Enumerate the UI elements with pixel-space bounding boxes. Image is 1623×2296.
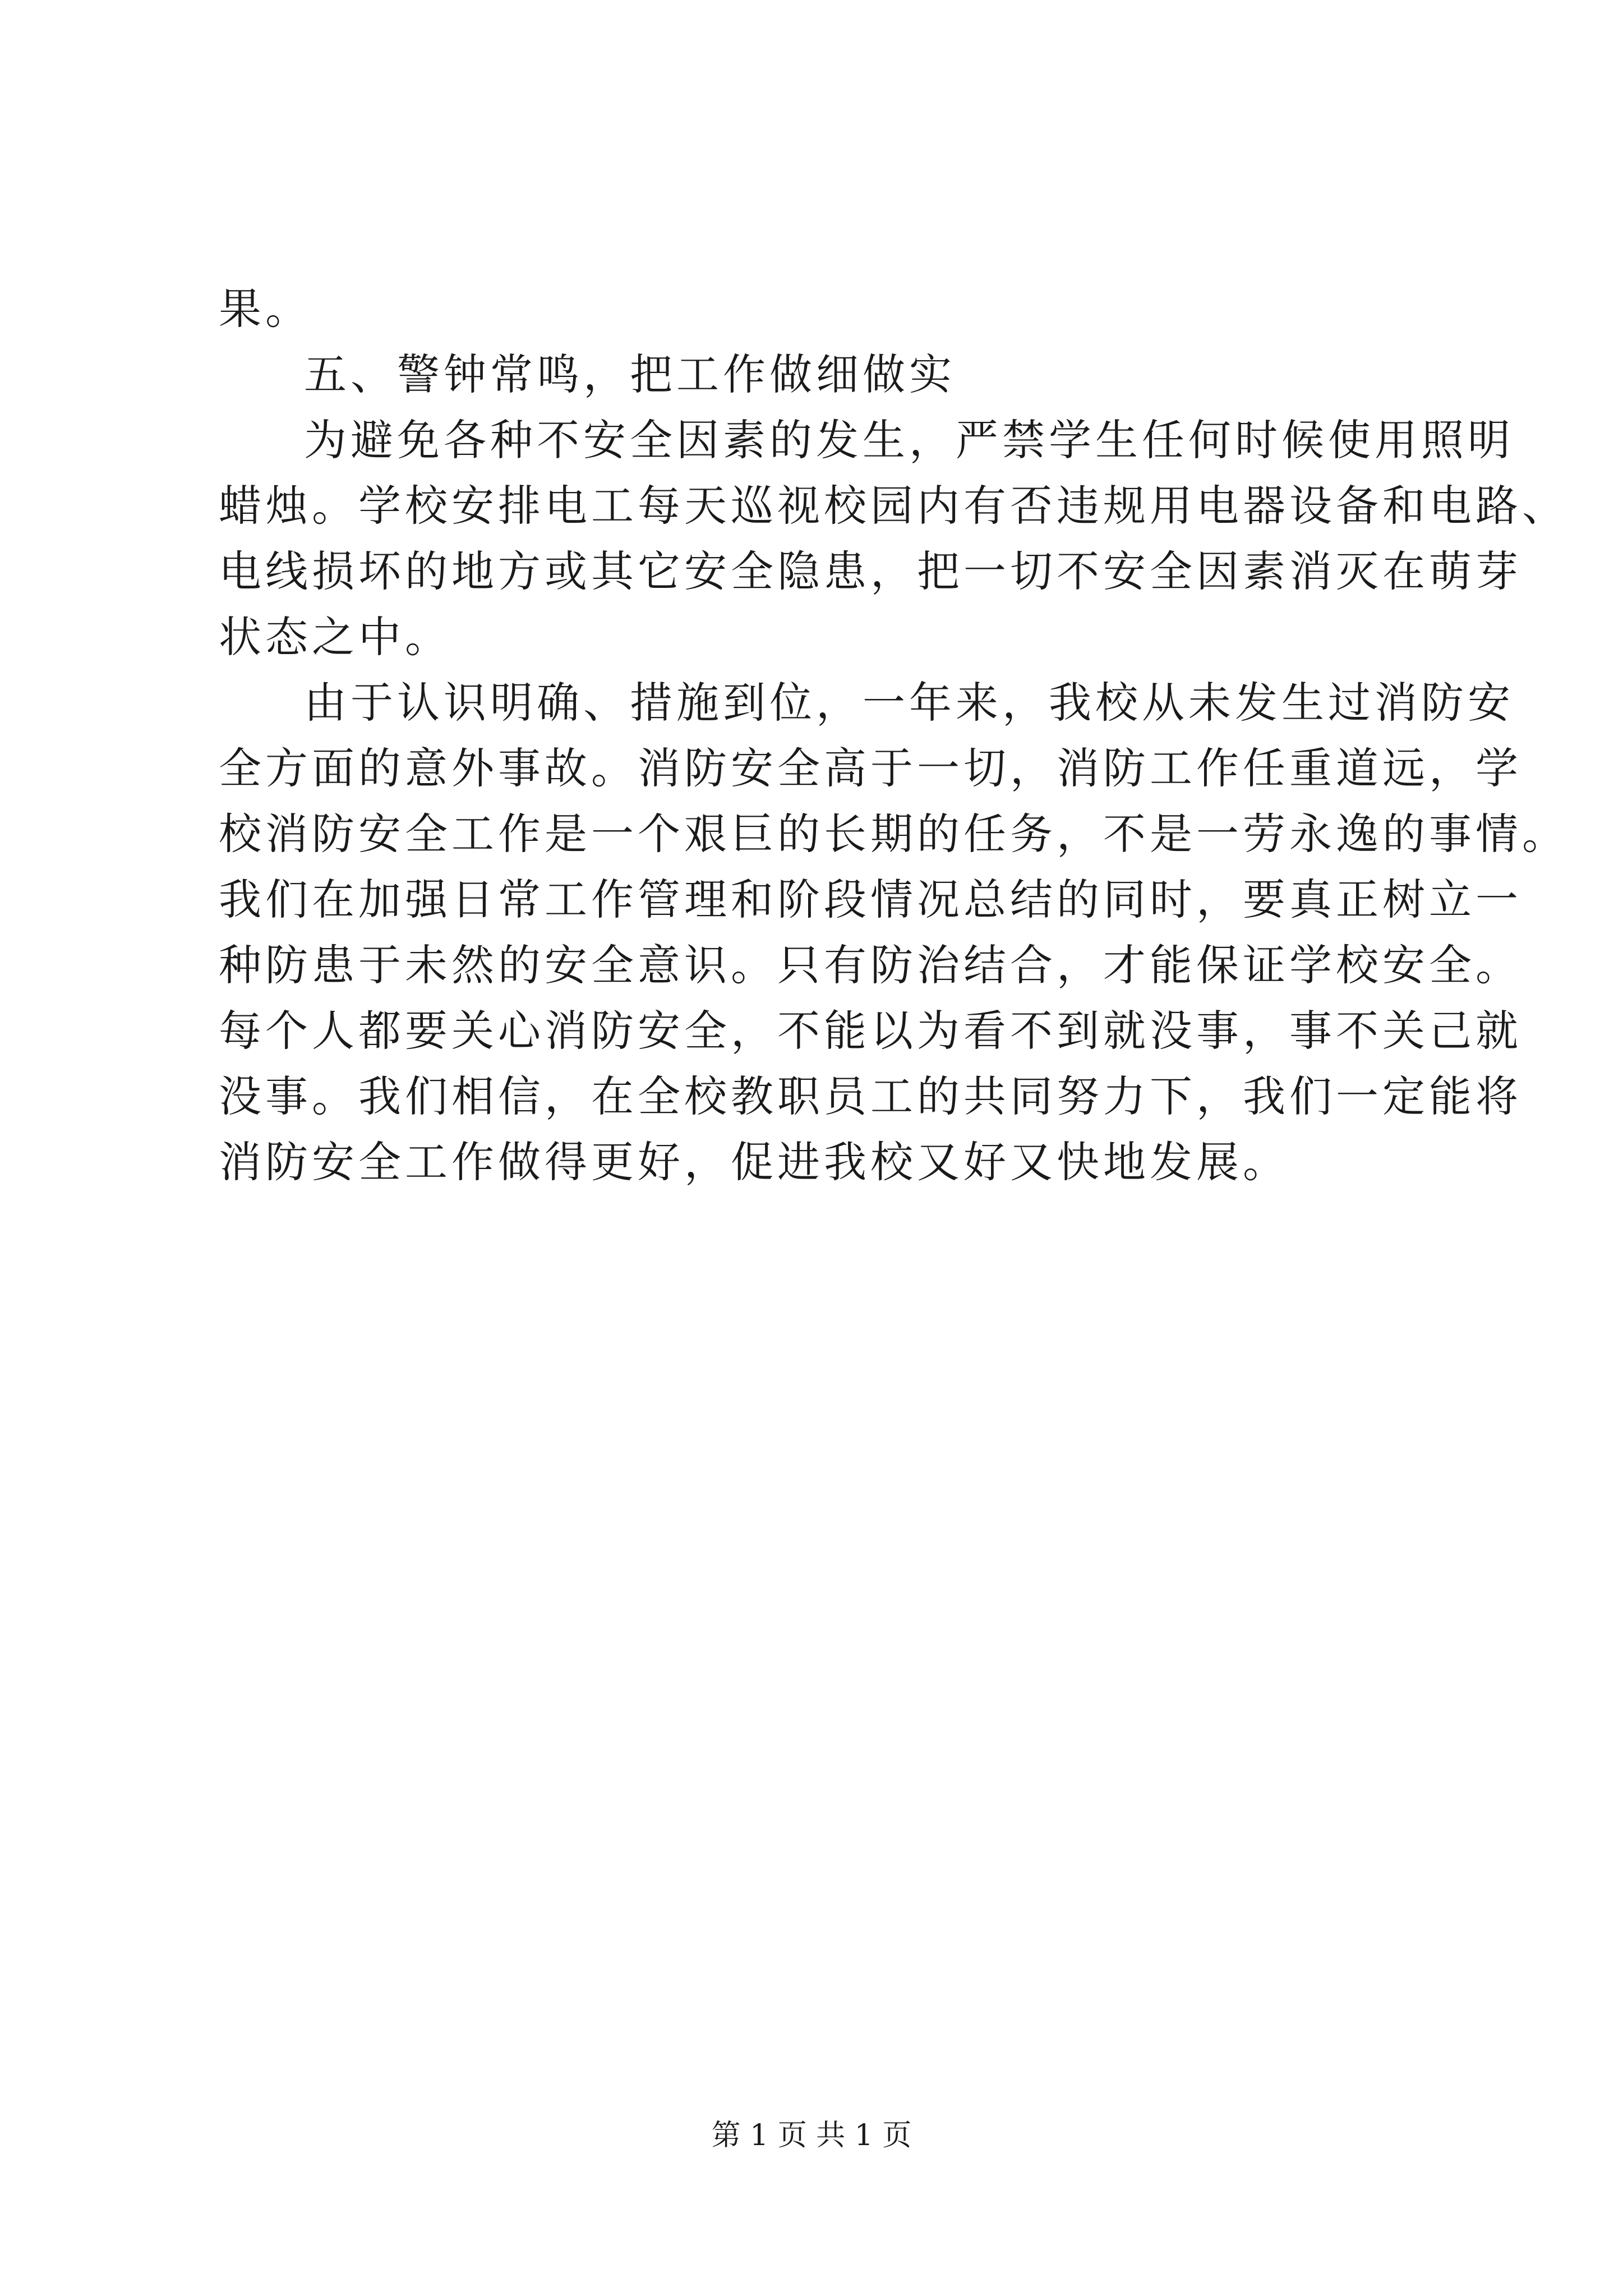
text-line: 电线损坏的地方或其它安全隐患，把一切不安全因素消灭在萌芽 — [219, 546, 1522, 596]
text-line: 全方面的意外事故。消防安全高于一切，消防工作任重道远，学 — [219, 743, 1522, 793]
text-line: 为避免各种不安全因素的发生，严禁学生任何时候使用照明 — [304, 415, 1514, 465]
text-line: 消防安全工作做得更好，促进我校又好又快地发展。 — [219, 1137, 1289, 1187]
text-line: 校消防安全工作是一个艰巨的长期的任务，不是一劳永逸的事情。 — [219, 809, 1569, 859]
text-line: 果。 — [219, 284, 312, 334]
text-line: 状态之中。 — [219, 612, 451, 662]
text-line: 没事。我们相信，在全校教职员工的共同努力下，我们一定能将 — [219, 1071, 1522, 1121]
text-line: 我们在加强日常工作管理和阶段情况总结的同时，要真正树立一 — [219, 875, 1522, 924]
section-heading: 五、警钟常鸣，把工作做细做实 — [304, 349, 956, 399]
document-body — [219, 280, 1569, 1199]
text-line: 种防患于未然的安全意识。只有防治结合，才能保证学校安全。 — [219, 940, 1522, 990]
text-line: 由于认识明确、措施到位，一年来，我校从未发生过消防安 — [304, 678, 1514, 728]
text-line: 蜡烛。学校安排电工每天巡视校园内有否违规用电器设备和电路、 — [219, 481, 1569, 531]
text-line: 每个人都要关心消防安全，不能以为看不到就没事，事不关己就 — [219, 1006, 1522, 1056]
page-footer: 第 1 页 共 1 页 — [711, 2119, 912, 2152]
